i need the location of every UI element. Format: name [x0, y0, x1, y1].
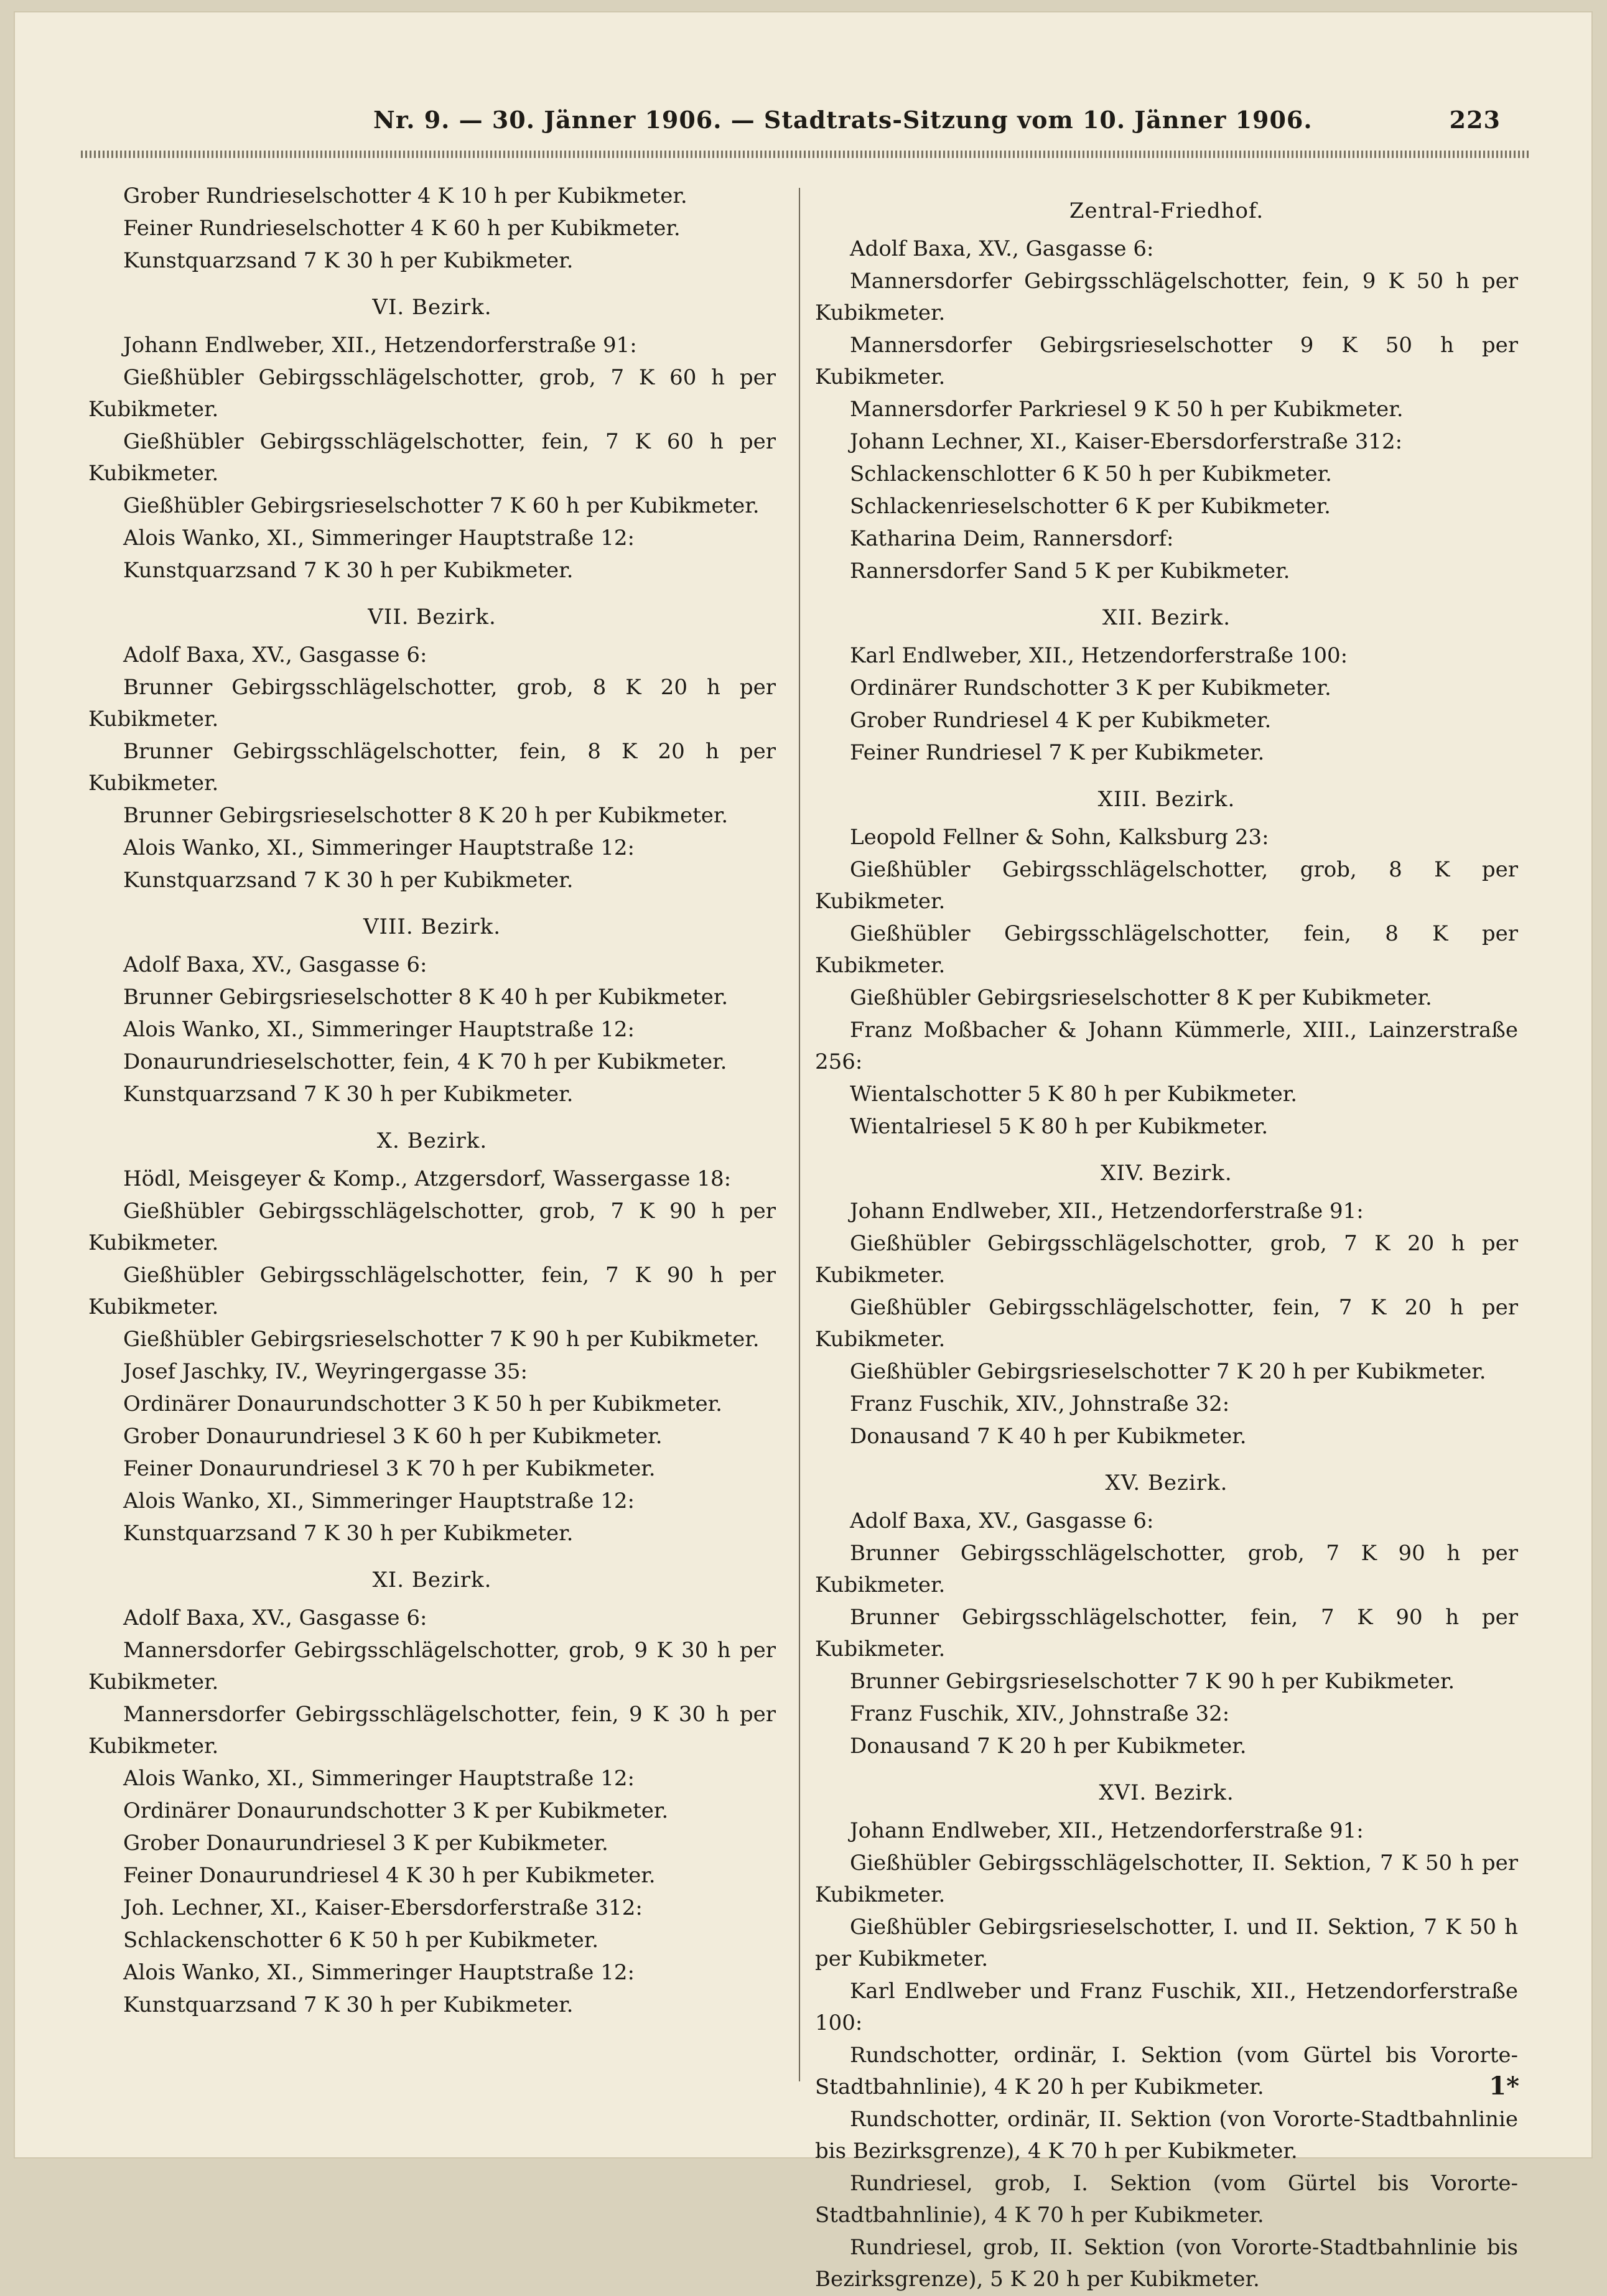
section-heading: XIV. Bezirk.: [1101, 1161, 1232, 1186]
text-line: Karl Endlweber, XII., Hetzendorferstraße 100:: [850, 643, 1348, 668]
text-line: Kunstquarzsand 7 K 30 h per Kubikmeter.: [123, 1521, 574, 1546]
text-line: Mannersdorfer Gebirgsschlägelschotter, fein, 9 K 30 h per Kubikmeter.: [88, 1702, 776, 1759]
text-line: Rundriesel, grob, II. Sektion (von Vororte-Stadtbahnlinie bis Bezirksgrenze), 5 K 20 h per Kubikmeter.: [815, 2235, 1518, 2292]
text-line: Kunstquarzsand 7 K 30 h per Kubikmeter.: [123, 1992, 574, 2017]
text-line: Alois Wanko, XI., Simmeringer Hauptstraße 12:: [123, 1489, 635, 1513]
text-line: Brunner Gebirgsschlägelschotter, grob, 8 K 20 h per Kubikmeter.: [88, 675, 776, 732]
text-line: Kunstquarzsand 7 K 30 h per Kubikmeter.: [123, 248, 574, 273]
text-line: Wientalriesel 5 K 80 h per Kubikmeter.: [850, 1114, 1269, 1139]
text-line: Adolf Baxa, XV., Gasgasse 6:: [123, 1606, 427, 1630]
text-line: Josef Jaschky, IV., Weyringergasse 35:: [123, 1359, 528, 1384]
section-heading: XV. Bezirk.: [1105, 1471, 1228, 1495]
text-line: Alois Wanko, XI., Simmeringer Hauptstraße 12:: [123, 1766, 635, 1791]
text-line: Gießhübler Gebirgsschlägelschotter, II. Sektion, 7 K 50 h per Kubikmeter.: [815, 1851, 1518, 1907]
text-line: Adolf Baxa, XV., Gasgasse 6:: [123, 643, 427, 667]
text-line: Gießhübler Gebirgsschlägelschotter, grob, 7 K 60 h per Kubikmeter.: [88, 365, 776, 422]
text-line: Brunner Gebirgsschlägelschotter, fein, 7 K 90 h per Kubikmeter.: [815, 1605, 1518, 1662]
text-line: Donaurundrieselschotter, fein, 4 K 70 h per Kubikmeter.: [123, 1049, 727, 1074]
section-heading: XVI. Bezirk.: [1099, 1780, 1234, 1805]
text-line: Franz Moßbacher & Johann Kümmerle, XIII., Lainzerstraße 256:: [815, 1018, 1518, 1074]
text-line: Kunstquarzsand 7 K 30 h per Kubikmeter.: [123, 1082, 574, 1107]
text-line: Grober Rundrieselschotter 4 K 10 h per Kubikmeter.: [123, 184, 687, 208]
text-line: Gießhübler Gebirgsschlägelschotter, grob, 8 K per Kubikmeter.: [815, 857, 1518, 914]
signature-mark: 1*: [1489, 2071, 1519, 2101]
section-heading: XII. Bezirk.: [1102, 605, 1231, 630]
left-column: [88, 180, 776, 2022]
text-line: Leopold Fellner & Sohn, Kalksburg 23:: [850, 825, 1269, 850]
text-line: Alois Wanko, XI., Simmeringer Hauptstraße 12:: [123, 1017, 635, 1042]
text-line: Gießhübler Gebirgsschlägelschotter, fein, 7 K 90 h per Kubikmeter.: [88, 1263, 776, 1319]
text-line: Schlackenrieselschotter 6 K per Kubikmeter.: [850, 494, 1331, 519]
text-line: Katharina Deim, Rannersdorf:: [850, 526, 1174, 551]
text-line: Rannersdorfer Sand 5 K per Kubikmeter.: [850, 559, 1290, 583]
text-line: Gießhübler Gebirgsrieselschotter 8 K per Kubikmeter.: [850, 985, 1432, 1010]
text-line: Adolf Baxa, XV., Gasgasse 6:: [123, 952, 427, 977]
text-line: Donausand 7 K 40 h per Kubikmeter.: [850, 1424, 1247, 1449]
text-line: Mannersdorfer Parkriesel 9 K 50 h per Kubikmeter.: [850, 397, 1404, 422]
text-line: Brunner Gebirgsschlägelschotter, fein, 8 K 20 h per Kubikmeter.: [88, 739, 776, 796]
text-line: Kunstquarzsand 7 K 30 h per Kubikmeter.: [123, 868, 574, 893]
header-wavy-rule: [81, 151, 1530, 158]
column-divider: [799, 188, 800, 2081]
text-line: Wientalschotter 5 K 80 h per Kubikmeter.: [850, 1082, 1298, 1107]
section-heading: VII. Bezirk.: [368, 605, 496, 630]
text-line: Rundschotter, ordinär, I. Sektion (vom Gürtel bis Vororte-Stadtbahnlinie), 4 K 20 h per Kubikmeter.: [815, 2043, 1518, 2099]
text-line: Joh. Lechner, XI., Kaiser-Ebersdorferstraße 312:: [123, 1895, 643, 1920]
text-line: Brunner Gebirgsrieselschotter 8 K 20 h per Kubikmeter.: [123, 803, 729, 828]
text-line: Gießhübler Gebirgsschlägelschotter, grob, 7 K 90 h per Kubikmeter.: [88, 1199, 776, 1255]
text-line: Mannersdorfer Gebirgsrieselschotter 9 K 50 h per Kubikmeter.: [815, 333, 1518, 389]
text-line: Franz Fuschik, XIV., Johnstraße 32:: [850, 1392, 1230, 1416]
text-line: Donausand 7 K 20 h per Kubikmeter.: [850, 1734, 1247, 1759]
section-heading: X. Bezirk.: [376, 1128, 488, 1153]
running-header: [87, 106, 1519, 143]
text-line: Alois Wanko, XI., Simmeringer Hauptstraße 12:: [123, 1960, 635, 1985]
text-line: Kunstquarzsand 7 K 30 h per Kubikmeter.: [123, 558, 574, 583]
text-line: Feiner Rundriesel 7 K per Kubikmeter.: [850, 740, 1265, 765]
text-line: Ordinärer Donaurundschotter 3 K per Kubikmeter.: [123, 1798, 669, 1823]
text-line: Hödl, Meisgeyer & Komp., Atzgersdorf, Wassergasse 18:: [123, 1166, 732, 1191]
text-line: Gießhübler Gebirgsrieselschotter 7 K 60 h per Kubikmeter.: [123, 493, 760, 518]
text-line: Ordinärer Rundschotter 3 K per Kubikmeter.: [850, 676, 1331, 700]
text-line: Mannersdorfer Gebirgsschlägelschotter, grob, 9 K 30 h per Kubikmeter.: [88, 1638, 776, 1694]
section-heading: XIII. Bezirk.: [1097, 787, 1236, 812]
text-line: Rundschotter, ordinär, II. Sektion (von Vororte-Stadtbahnlinie bis Bezirksgrenze), 4 K 70 h per Kubikmeter.: [815, 2107, 1518, 2164]
header-title: Nr. 9. — 30. Jänner 1906. — Stadtrats-Sitzung vom 10. Jänner 1906.: [373, 106, 1313, 134]
text-line: Brunner Gebirgsschlägelschotter, grob, 7 K 90 h per Kubikmeter.: [815, 1541, 1518, 1597]
page-number: 223: [1449, 106, 1501, 134]
text-line: Ordinärer Donaurundschotter 3 K 50 h per Kubikmeter.: [123, 1392, 722, 1416]
text-line: Schlackenschotter 6 K 50 h per Kubikmeter.: [123, 1928, 599, 1953]
text-line: Gießhübler Gebirgsrieselschotter 7 K 20 h per Kubikmeter.: [850, 1359, 1486, 1384]
text-line: Rundriesel, grob, I. Sektion (vom Gürtel bis Vororte-Stadtbahnlinie), 4 K 70 h per Kubikmeter.: [815, 2171, 1518, 2228]
text-line: Feiner Rundrieselschotter 4 K 60 h per Kubikmeter.: [123, 216, 681, 241]
section-heading: Zentral-Friedhof.: [1069, 198, 1264, 223]
text-line: Schlackenschlotter 6 K 50 h per Kubikmeter.: [850, 462, 1332, 486]
section-heading: XI. Bezirk.: [372, 1568, 492, 1592]
text-line: Feiner Donaurundriesel 3 K 70 h per Kubikmeter.: [123, 1456, 656, 1481]
text-line: Gießhübler Gebirgsschlägelschotter, fein, 7 K 60 h per Kubikmeter.: [88, 429, 776, 486]
text-line: Karl Endlweber und Franz Fuschik, XII., Hetzendorferstraße 100:: [815, 1979, 1518, 2035]
text-line: Alois Wanko, XI., Simmeringer Hauptstraße 12:: [123, 526, 635, 551]
text-line: Brunner Gebirgsrieselschotter 7 K 90 h per Kubikmeter.: [850, 1669, 1455, 1694]
text-line: Mannersdorfer Gebirgsschlägelschotter, fein, 9 K 50 h per Kubikmeter.: [815, 269, 1518, 325]
document-page: [14, 11, 1593, 2292]
text-line: Brunner Gebirgsrieselschotter 8 K 40 h per Kubikmeter.: [123, 985, 729, 1010]
right-column: [815, 180, 1518, 2296]
text-line: Feiner Donaurundriesel 4 K 30 h per Kubikmeter.: [123, 1863, 656, 1888]
text-line: Johann Endlweber, XII., Hetzendorferstraße 91:: [123, 333, 637, 358]
text-line: Grober Donaurundriesel 3 K per Kubikmeter.: [123, 1831, 608, 1856]
text-line: Alois Wanko, XI., Simmeringer Hauptstraße 12:: [123, 835, 635, 860]
text-line: Gießhübler Gebirgsschlägelschotter, fein, 8 K per Kubikmeter.: [815, 921, 1518, 978]
text-line: Grober Rundriesel 4 K per Kubikmeter.: [850, 708, 1272, 733]
text-line: Johann Endlweber, XII., Hetzendorferstraße 91:: [850, 1818, 1364, 1843]
text-line: Gießhübler Gebirgsrieselschotter, I. und II. Sektion, 7 K 50 h per Kubikmeter.: [815, 1915, 1518, 1971]
text-line: Johann Lechner, XI., Kaiser-Ebersdorferstraße 312:: [850, 429, 1403, 454]
text-line: Adolf Baxa, XV., Gasgasse 6:: [850, 1508, 1154, 1533]
section-heading: VIII. Bezirk.: [363, 914, 501, 939]
text-line: Adolf Baxa, XV., Gasgasse 6:: [850, 236, 1154, 261]
section-heading: VI. Bezirk.: [372, 295, 492, 320]
text-line: Grober Donaurundriesel 3 K 60 h per Kubikmeter.: [123, 1424, 663, 1449]
text-line: Gießhübler Gebirgsrieselschotter 7 K 90 h per Kubikmeter.: [123, 1327, 760, 1352]
text-line: Gießhübler Gebirgsschlägelschotter, fein, 7 K 20 h per Kubikmeter.: [815, 1295, 1518, 1352]
text-line: Johann Endlweber, XII., Hetzendorferstraße 91:: [850, 1199, 1364, 1224]
text-line: Franz Fuschik, XIV., Johnstraße 32:: [850, 1701, 1230, 1726]
text-line: Gießhübler Gebirgsschlägelschotter, grob, 7 K 20 h per Kubikmeter.: [815, 1231, 1518, 1288]
